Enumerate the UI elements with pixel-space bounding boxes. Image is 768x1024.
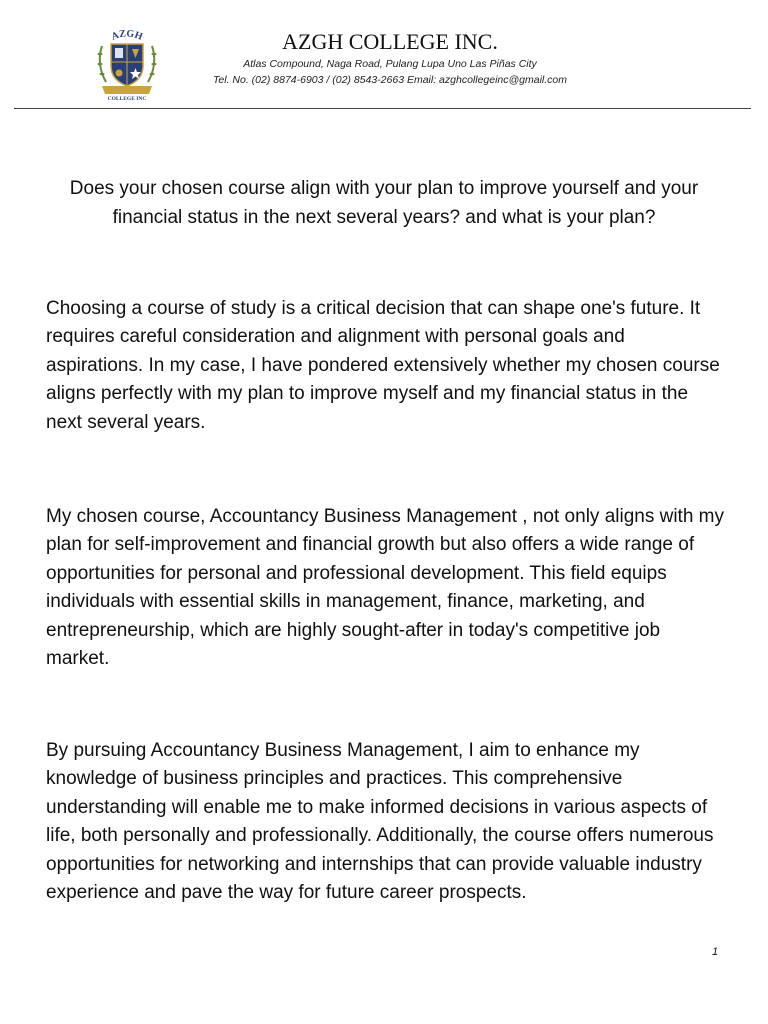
paragraph: By pursuing Accountancy Business Management, I aim to enhance my knowledge of business principles and practices. This comprehensive understanding will enable me to make informed decisions in various aspects of life, both personally and professionally. Additionally, the course offers numerous opportunities for networking and internships that can provide valuable industry experience and pave the way for future career prospects.	[46, 740, 714, 904]
essay-question: Does your chosen course align with your plan to improve yourself and your financial status in the next several years? and what is your plan?	[69, 178, 699, 228]
college-contact: Tel. No. (02) 8874-6903 / (02) 8543-2663 Email: azghcollegeinc@gmail.com	[212, 74, 568, 86]
college-name: AZGH COLLEGE INC.	[282, 29, 498, 54]
logo-subtext: COLLEGE INC	[107, 96, 147, 102]
page-number: 1	[712, 946, 719, 958]
paragraph: My chosen course, Accountancy Business Management , not only aligns with my plan for self-improvement and financial growth but also offers a wide range of opportunities for personal and professional development. This field equips individuals with essential skills in management, finance, marketing, and entrepreneurship, which are highly sought-after in today's competitive job market.	[46, 506, 725, 670]
letterhead	[0, 0, 768, 110]
college-crest-icon	[94, 28, 160, 102]
college-address: Atlas Compound, Naga Road, Pulang Lupa Uno Las Piñas City	[243, 58, 537, 70]
logo-arc-text: AZGH	[109, 28, 145, 43]
svg-text:AZGH	[110, 28, 144, 42]
college-logo	[94, 28, 160, 102]
paragraph: Choosing a course of study is a critical decision that can shape one's future. It requires careful consideration and alignment with personal goals and aspirations. In my case, I have pondered extensively whether my chosen course aligns perfectly with my plan to improve myself and my financial status in the next several years.	[46, 298, 720, 433]
header-divider	[14, 108, 751, 109]
